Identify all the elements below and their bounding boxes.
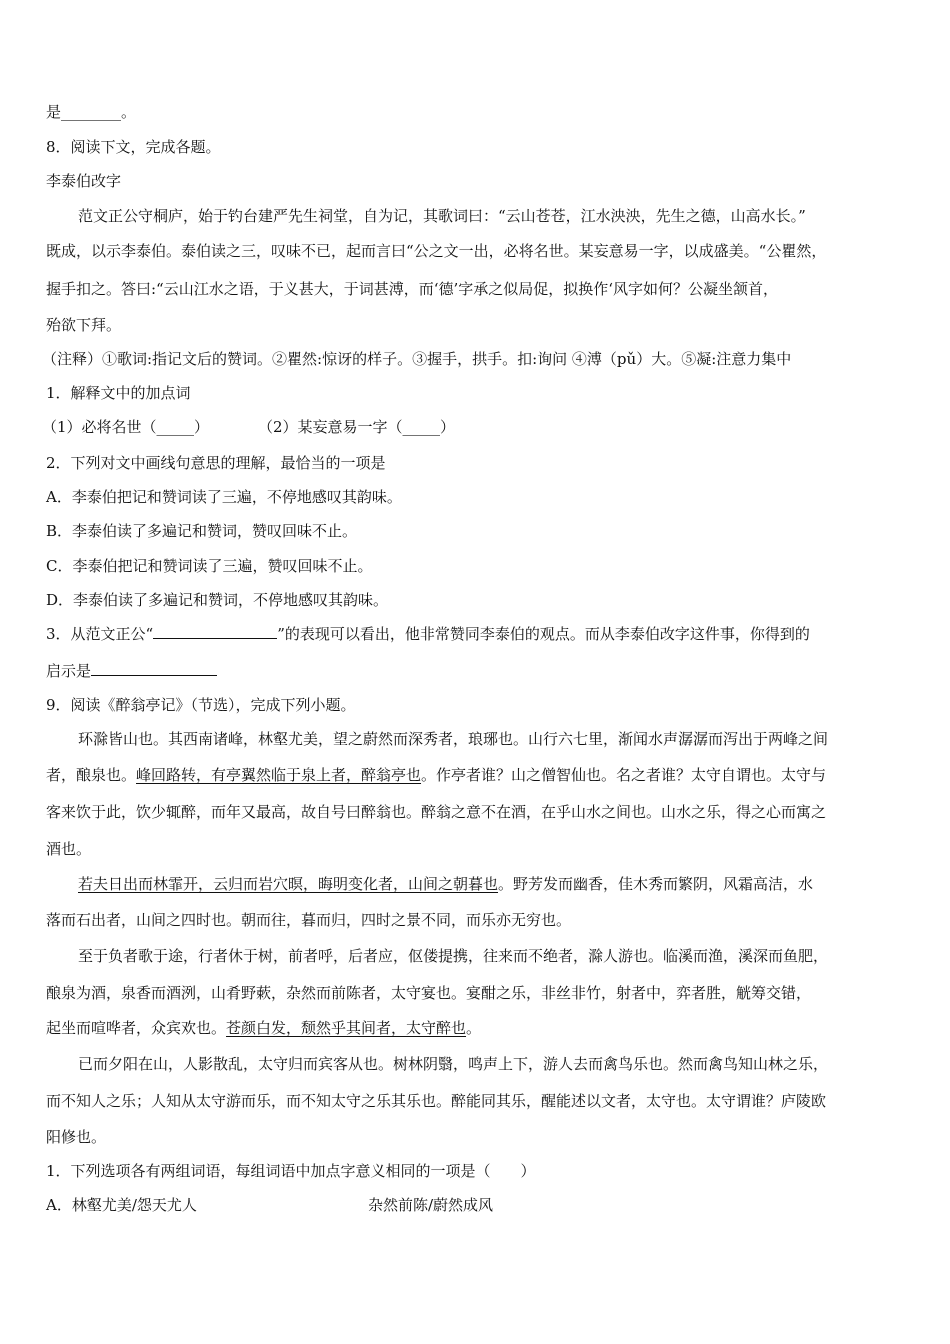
answer-blank[interactable]: [91, 661, 217, 676]
passage-line: [46, 764, 826, 786]
question-text: ”的表现可以看出，他非常赞同李泰伯的观点。而从李泰伯改字这件事，你得到的: [277, 625, 810, 643]
question-8-heading: 8．阅读下文，完成各题。: [46, 138, 221, 156]
option-d: D．李泰伯读了多遍记和赞词，不停地感叹其韵味。: [46, 591, 389, 609]
passage-line: 既成，以示李泰伯。泰伯读之三，叹味不已，起而言曰“公之文一出，必将名世。某妄意易一字，以成盛美。“公瞿然，: [46, 242, 827, 260]
passage-line: 而不知人之乐；人知从太守游而乐，而不知太守之乐其乐也。醉能同其乐，醒能述以文者，太守也。太守谓谁？庐陵欧: [46, 1092, 827, 1110]
underlined-sentence: 苍颜白发，颓然乎其间者，太守醉也: [226, 1019, 467, 1037]
passage-text: 起坐而喧哗者，众宾欢也。: [46, 1019, 227, 1037]
option-a-left: A．林壑尤美/怨天尤人: [46, 1196, 197, 1214]
passage-line: 殆欲下拜。: [46, 316, 122, 334]
passage-text: 。作亭者谁？山之僧智仙也。名之者谁？太守自谓也。太守与: [421, 766, 827, 784]
sub-question-heading: 1．解释文中的加点词: [46, 384, 191, 402]
passage-line: 客来饮于此，饮少辄醉，而年又最高，故自号曰醉翁也。醉翁之意不在酒，在乎山水之间也。山水之乐，得之心而寓之: [46, 803, 827, 821]
option-a-right: 杂然前陈/蔚然成风: [368, 1196, 494, 1214]
passage-line: 范文正公守桐庐，始于钓台建严先生祠堂，自为记，其歌词曰：“云山苍苍，江水泱泱，先生之德，山高水长。”: [78, 207, 806, 225]
answer-line-fragment: 是________。: [46, 103, 137, 121]
underlined-sentence: 峰回路转，有亭翼然临于泉上者，醉翁亭也: [136, 766, 422, 784]
passage-line: 阳修也。: [46, 1128, 107, 1146]
passage-line: 握手扣之。答曰:“云山江水之语，于义甚大，于词甚溥，而‘德’字承之似局促，拟换作‘风字如何？公凝坐颔首，: [46, 280, 779, 298]
passage-text: 。: [466, 1019, 482, 1037]
passage-title: 李泰伯改字: [46, 172, 122, 190]
passage-line: 落而石出者，山间之四时也。朝而往，暮而归，四时之景不同，而乐亦无穷也。: [46, 911, 572, 929]
passage-text: 。野芳发而幽香，佳木秀而繁阴，风霜高洁，水: [498, 875, 814, 893]
option-c: C．李泰伯把记和赞词读了三遍，赞叹回味不止。: [46, 557, 373, 575]
passage-text: 者，酿泉也。: [46, 766, 137, 784]
passage-line: 已而夕阳在山，人影散乱，太守归而宾客从也。树林阴翳，鸣声上下，游人去而禽鸟乐也。然而禽鸟知山林之乐，: [78, 1055, 829, 1073]
question-text: 3．从范文正公“: [46, 625, 154, 643]
passage-line: 至于负者歌于途，行者休于树，前者呼，后者应，伛偻提携，往来而不绝者，滁人游也。临溪而渔，溪深而鱼肥，: [78, 947, 829, 965]
passage-line: 环滁皆山也。其西南诸峰，林壑尤美，望之蔚然而深秀者，琅琊也。山行六七里，渐闻水声潺潺而泻出于两峰之间: [78, 730, 829, 748]
answer-blank[interactable]: [153, 624, 277, 639]
option-a: [46, 1194, 197, 1216]
sub-question-heading: 1．下列选项各有两组词语，每组词语中加点字意义相同的一项是（ ）: [46, 1162, 536, 1180]
underlined-sentence: 若夫日出而林霏开，云归而岩穴暝，晦明变化者，山间之朝暮也: [78, 875, 499, 893]
passage-line: [78, 873, 813, 895]
passage-line: [46, 1017, 481, 1039]
sub-question-line: [46, 660, 217, 682]
question-text: 启示是: [46, 662, 92, 680]
sub-question-item: （1）必将名世（_____）: [42, 418, 210, 436]
option-a: A．李泰伯把记和赞词读了三遍，不停地感叹其韵味。: [46, 488, 402, 506]
sub-question-item: （2）某妄意易一字（_____）: [258, 418, 456, 436]
option-b: B．李泰伯读了多遍记和赞词，赞叹回味不止。: [46, 522, 358, 540]
passage-line: 酿泉为酒，泉香而酒洌，山肴野蔌，杂然而前陈者，太守宴也。宴酣之乐，非丝非竹，射者中，弈者胜，觥筹交错，: [46, 984, 812, 1002]
annotation-note: （注释）①歌词:指记文后的赞词。②瞿然:惊讶的样子。③握手，拱手。扣:询问 ④溥（pǔ）大。⑤凝:注意力集中: [42, 350, 792, 368]
sub-question-line: [46, 623, 810, 645]
question-9-heading: 9．阅读《醉翁亭记》（节选），完成下列小题。: [46, 696, 356, 714]
sub-question-heading: 2．下列对文中画线句意思的理解，最恰当的一项是: [46, 454, 386, 472]
passage-line: 酒也。: [46, 840, 92, 858]
